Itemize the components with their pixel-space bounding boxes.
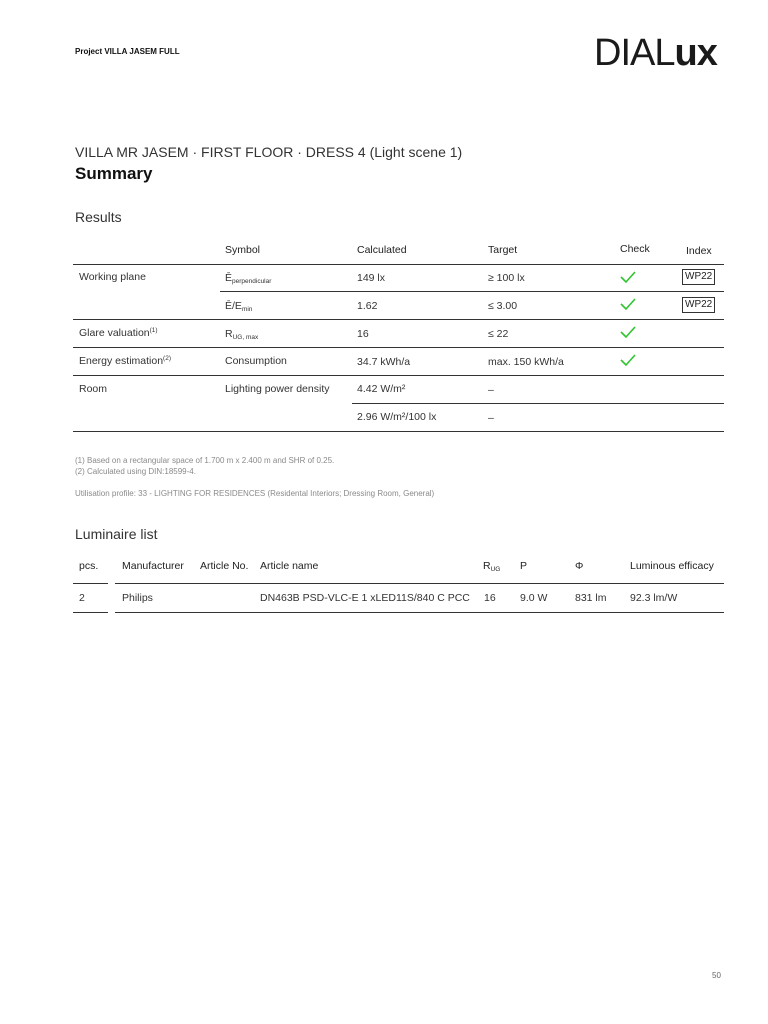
row-divider xyxy=(352,403,724,404)
col-header-target: Target xyxy=(488,244,518,256)
result-label-energy xyxy=(79,355,171,367)
project-name: Project VILLA JASEM FULL xyxy=(75,47,180,56)
result-target: ≥ 100 lx xyxy=(488,272,525,284)
col-header-efficacy: Luminous efficacy xyxy=(630,560,714,572)
col-header-article-name: Article name xyxy=(260,560,319,572)
results-bottom-divider xyxy=(73,431,724,432)
row-divider xyxy=(73,319,724,320)
luminaire-header-divider xyxy=(115,583,724,584)
result-calculated: 149 lx xyxy=(357,272,386,284)
check-icon xyxy=(620,297,636,311)
page-subtitle: VILLA MR JASEM · FIRST FLOOR · DRESS 4 (Light scene 1) xyxy=(75,144,463,160)
col-header-calculated: Calculated xyxy=(357,244,407,256)
col-header-check: Check xyxy=(620,243,650,255)
rug-sub: UG xyxy=(490,566,501,573)
luminaire-bottom-divider xyxy=(115,612,724,613)
logo-part-light: DIAL xyxy=(594,32,675,74)
result-target: – xyxy=(488,384,494,396)
index-badge: WP22 xyxy=(682,297,715,313)
result-label-working-plane: Working plane xyxy=(79,271,146,283)
result-label-glare xyxy=(79,327,158,339)
luminaire-manufacturer: Philips xyxy=(122,592,153,604)
result-target: max. 150 kWh/a xyxy=(488,356,564,368)
footnote-2: (2) Calculated using DIN:18599-4. xyxy=(75,467,196,476)
label-text: Glare valuation xyxy=(79,327,150,339)
row-divider xyxy=(220,291,724,292)
result-symbol xyxy=(225,328,258,341)
row-divider xyxy=(73,375,724,376)
label-text: Energy estimation xyxy=(79,355,164,367)
results-header-divider xyxy=(73,264,724,265)
symbol-main: Ē/E xyxy=(225,300,242,312)
result-target: – xyxy=(488,412,494,424)
luminaire-rug: 16 xyxy=(484,592,496,604)
results-heading: Results xyxy=(75,209,122,225)
luminaire-power: 9.0 W xyxy=(520,592,548,604)
footnote-ref: (2) xyxy=(163,355,171,362)
col-header-rug xyxy=(483,560,500,573)
footnote-1: (1) Based on a rectangular space of 1.700 m x 2.400 m and SHR of 0.25. xyxy=(75,456,335,465)
check-icon xyxy=(620,353,636,367)
result-target: ≤ 3.00 xyxy=(488,300,518,312)
col-header-symbol: Symbol xyxy=(225,244,261,256)
luminaire-article-name: DN463B PSD-VLC-E 1 xLED11S/840 C PCC xyxy=(260,592,470,604)
result-calculated: 4.42 W/m² xyxy=(357,383,406,395)
result-calculated: 16 xyxy=(357,328,369,340)
luminaire-pcs: 2 xyxy=(79,592,85,604)
luminaire-list-heading: Luminaire list xyxy=(75,526,158,542)
result-label-room: Room xyxy=(79,383,108,395)
result-calculated: 1.62 xyxy=(357,300,378,312)
check-icon xyxy=(620,325,636,339)
result-calculated: 2.96 W/m²/100 lx xyxy=(357,411,437,423)
utilisation-profile: Utilisation profile: 33 - LIGHTING FOR RESIDENCES (Residental Interiors; Dressing Room, General) xyxy=(75,489,435,498)
symbol-main: Ē xyxy=(225,272,233,284)
symbol-sub: min xyxy=(241,306,253,313)
check-icon xyxy=(620,270,636,284)
result-calculated: 34.7 kWh/a xyxy=(357,356,411,368)
result-symbol xyxy=(225,272,271,285)
col-header-index: Index xyxy=(686,245,712,257)
col-header-flux: Φ xyxy=(575,560,584,572)
col-header-manufacturer: Manufacturer xyxy=(122,560,184,572)
col-header-pcs: pcs. xyxy=(79,560,99,572)
col-header-power: P xyxy=(520,560,528,572)
dialux-logo xyxy=(594,34,717,72)
result-symbol: Lighting power density xyxy=(225,383,330,395)
index-badge: WP22 xyxy=(682,269,715,285)
row-divider xyxy=(73,347,724,348)
luminaire-bottom-divider xyxy=(73,612,108,613)
page-title: Summary xyxy=(75,164,153,183)
footnote-ref: (1) xyxy=(149,327,158,334)
result-target: ≤ 22 xyxy=(488,328,509,340)
col-header-article-no: Article No. xyxy=(200,560,249,572)
luminaire-flux: 831 lm xyxy=(575,592,607,604)
symbol-sub: UG, max xyxy=(232,334,259,341)
luminaire-efficacy: 92.3 lm/W xyxy=(630,592,678,604)
result-symbol xyxy=(225,300,252,313)
luminaire-header-divider xyxy=(73,583,108,584)
symbol-sub: perpendicular xyxy=(232,278,272,285)
page-number: 50 xyxy=(712,971,721,980)
logo-part-bold: ux xyxy=(674,32,717,74)
rug-main: R xyxy=(483,560,491,572)
symbol-main: R xyxy=(225,328,233,340)
result-symbol: Consumption xyxy=(225,355,287,367)
